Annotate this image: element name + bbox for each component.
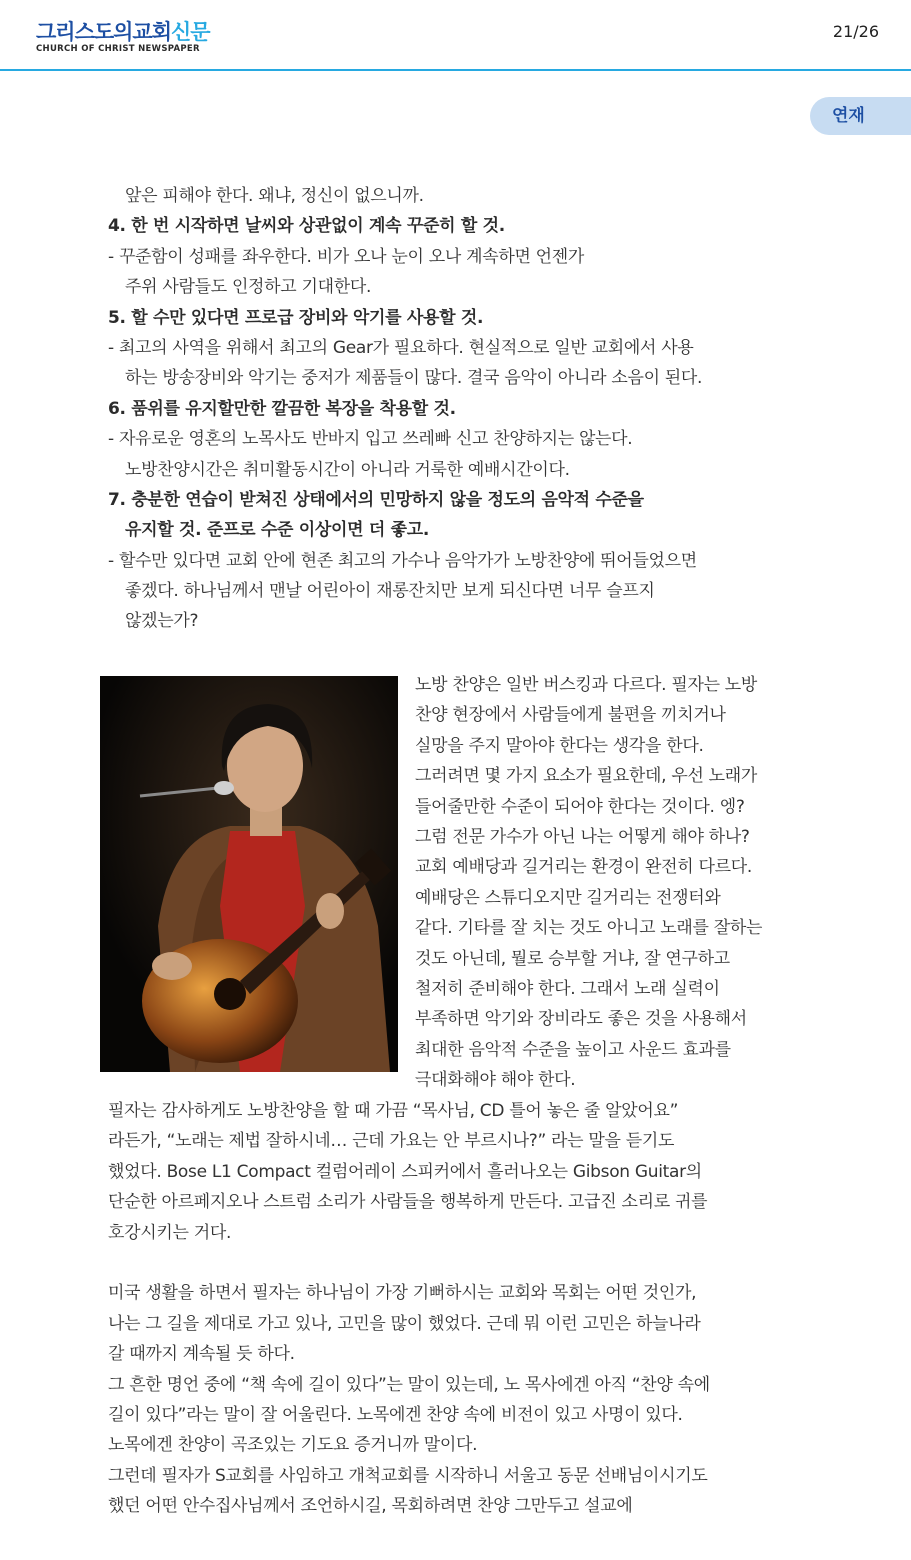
article-lower-text — [108, 1096, 828, 1521]
text-line: 않겠는가? — [125, 611, 199, 632]
text-line: 길이 있다”라는 말이 잘 어울린다. 노목에겐 찬양 속에 비전이 있고 사명이 있다. — [108, 1404, 683, 1425]
logo-title: 그리스도의교회 — [36, 20, 172, 44]
text-line: 단순한 아르페지오나 스트럼 소리가 사람들을 행복하게 만든다. 고급진 소리로 귀를 — [108, 1192, 708, 1213]
text-line: 예배당은 스튜디오지만 길거리는 전쟁터와 — [415, 887, 721, 908]
list-heading-7: 7. 충분한 연습이 받쳐진 상태에서의 민망하지 않을 정도의 음악적 수준을 — [108, 489, 644, 510]
text-line: 찬양 현장에서 사람들에게 불편을 끼치거나 — [415, 705, 726, 726]
text-line: 같다. 기타를 잘 치는 것도 아니고 노래를 잘하는 — [415, 918, 763, 939]
text-line: 했었다. Bose L1 Compact 컬럼어레이 스피커에서 흘러나오는 Gibson Guitar의 — [108, 1161, 702, 1182]
text-line: 그럼 전문 가수가 아닌 나는 어떻게 해야 하나? — [415, 826, 750, 847]
list-heading-4: 4. 한 번 시작하면 날씨와 상관없이 계속 꾸준히 할 것. — [108, 216, 505, 237]
text-line: 교회 예배당과 길거리는 환경이 완전히 다르다. — [415, 857, 752, 878]
article-wrapped-text — [415, 670, 825, 1095]
text-line: 그러려면 몇 가지 요소가 필요한데, 우선 노래가 — [415, 766, 758, 787]
text-line: 노목에겐 찬양이 곡조있는 기도요 증거니까 말이다. — [108, 1435, 478, 1456]
page-header — [0, 0, 911, 70]
text-line: 호강시키는 거다. — [108, 1222, 232, 1243]
paragraph-gap — [108, 1248, 828, 1278]
text-line: - 자유로운 영혼의 노목사도 반바지 입고 쓰레빠 신고 찬양하지는 않는다. — [108, 429, 633, 450]
text-line: 앞은 피해야 한다. 왜냐, 정신이 없으니까. — [125, 186, 424, 206]
text-line: 노방 찬양은 일반 버스킹과 다르다. 필자는 노방 — [415, 675, 758, 695]
singer-guitar-photo — [100, 676, 398, 1072]
list-heading-7-cont: 유지할 것. 준프로 수준 이상이면 더 좋고. — [125, 520, 429, 541]
text-line: 하는 방송장비와 악기는 중저가 제품들이 많다. 결국 음악이 아니라 소음이 된다. — [125, 368, 703, 389]
text-line: 좋겠다. 하나님께서 맨날 어린아이 재롱잔치만 보게 되신다면 너무 슬프지 — [125, 581, 655, 602]
article-upper-text — [108, 181, 828, 637]
text-line: 주위 사람들도 인정하고 기대한다. — [125, 277, 372, 298]
text-line: 실망을 주지 말아야 한다는 생각을 한다. — [415, 735, 704, 756]
text-line: 라든가, “노래는 제법 잘하시네… 근데 가요는 안 부르시나?” 라는 말을 듣기도 — [108, 1131, 675, 1152]
text-line: 갈 때까지 계속될 듯 하다. — [108, 1344, 295, 1365]
text-line: - 최고의 사역을 위해서 최고의 Gear가 필요하다. 현실적으로 일반 교회에서 사용 — [108, 337, 694, 358]
text-line: 부족하면 악기와 장비라도 좋은 것을 사용해서 — [415, 1009, 747, 1030]
text-line: 그 흔한 명언 중에 “책 속에 길이 있다”는 말이 있는데, 노 목사에겐 아직 “찬양 속에 — [108, 1374, 710, 1395]
text-line: - 꾸준함이 성패를 좌우한다. 비가 오나 눈이 오나 계속하면 언젠가 — [108, 246, 585, 267]
header-divider — [0, 69, 911, 71]
photo-illustration — [100, 676, 398, 1072]
logo-subtitle: CHURCH OF CHRIST NEWSPAPER — [36, 44, 200, 54]
text-line: 철저히 준비해야 한다. 그래서 노래 실력이 — [415, 978, 720, 999]
text-line: 것도 아닌데, 뭘로 승부할 거냐, 잘 연구하고 — [415, 948, 730, 969]
text-line: 그런데 필자가 S교회를 사임하고 개척교회를 시작하니 서울고 동문 선배님이시기도 — [108, 1465, 708, 1486]
text-line: 미국 생활을 하면서 필자는 하나님이 가장 기뻐하시는 교회와 목회는 어떤 것인가, — [108, 1283, 697, 1304]
logo-title-accent: 신문 — [171, 20, 210, 44]
text-line: - 할수만 있다면 교회 안에 현존 최고의 가수나 음악가가 노방찬양에 뛰어들었으면 — [108, 550, 697, 571]
list-heading-6: 6. 품위를 유지할만한 깔끔한 복장을 착용할 것. — [108, 398, 456, 419]
text-line: 나는 그 길을 제대로 가고 있나, 고민을 많이 했었다. 근데 뭐 이런 고민은 하늘나라 — [108, 1313, 701, 1334]
section-tab-serial[interactable]: 연재 — [810, 97, 911, 135]
list-heading-5: 5. 할 수만 있다면 프로급 장비와 악기를 사용할 것. — [108, 307, 484, 328]
newspaper-logo[interactable] — [36, 20, 210, 44]
text-line: 들어줄만한 수준이 되어야 한다는 것이다. 엥? — [415, 796, 745, 817]
page-number: 21/26 — [832, 22, 879, 41]
text-line: 최대한 음악적 수준을 높이고 사운드 효과를 — [415, 1039, 731, 1060]
text-line: 했던 어떤 안수집사님께서 조언하시길, 목회하려면 찬양 그만두고 설교에 — [108, 1496, 633, 1517]
text-line: 극대화해야 해야 한다. — [415, 1070, 576, 1091]
text-line: 필자는 감사하게도 노방찬양을 할 때 가끔 “목사님, CD 틀어 놓은 줄 알았어요” — [108, 1101, 679, 1121]
text-line: 노방찬양시간은 취미활동시간이 아니라 거룩한 예배시간이다. — [125, 459, 570, 480]
